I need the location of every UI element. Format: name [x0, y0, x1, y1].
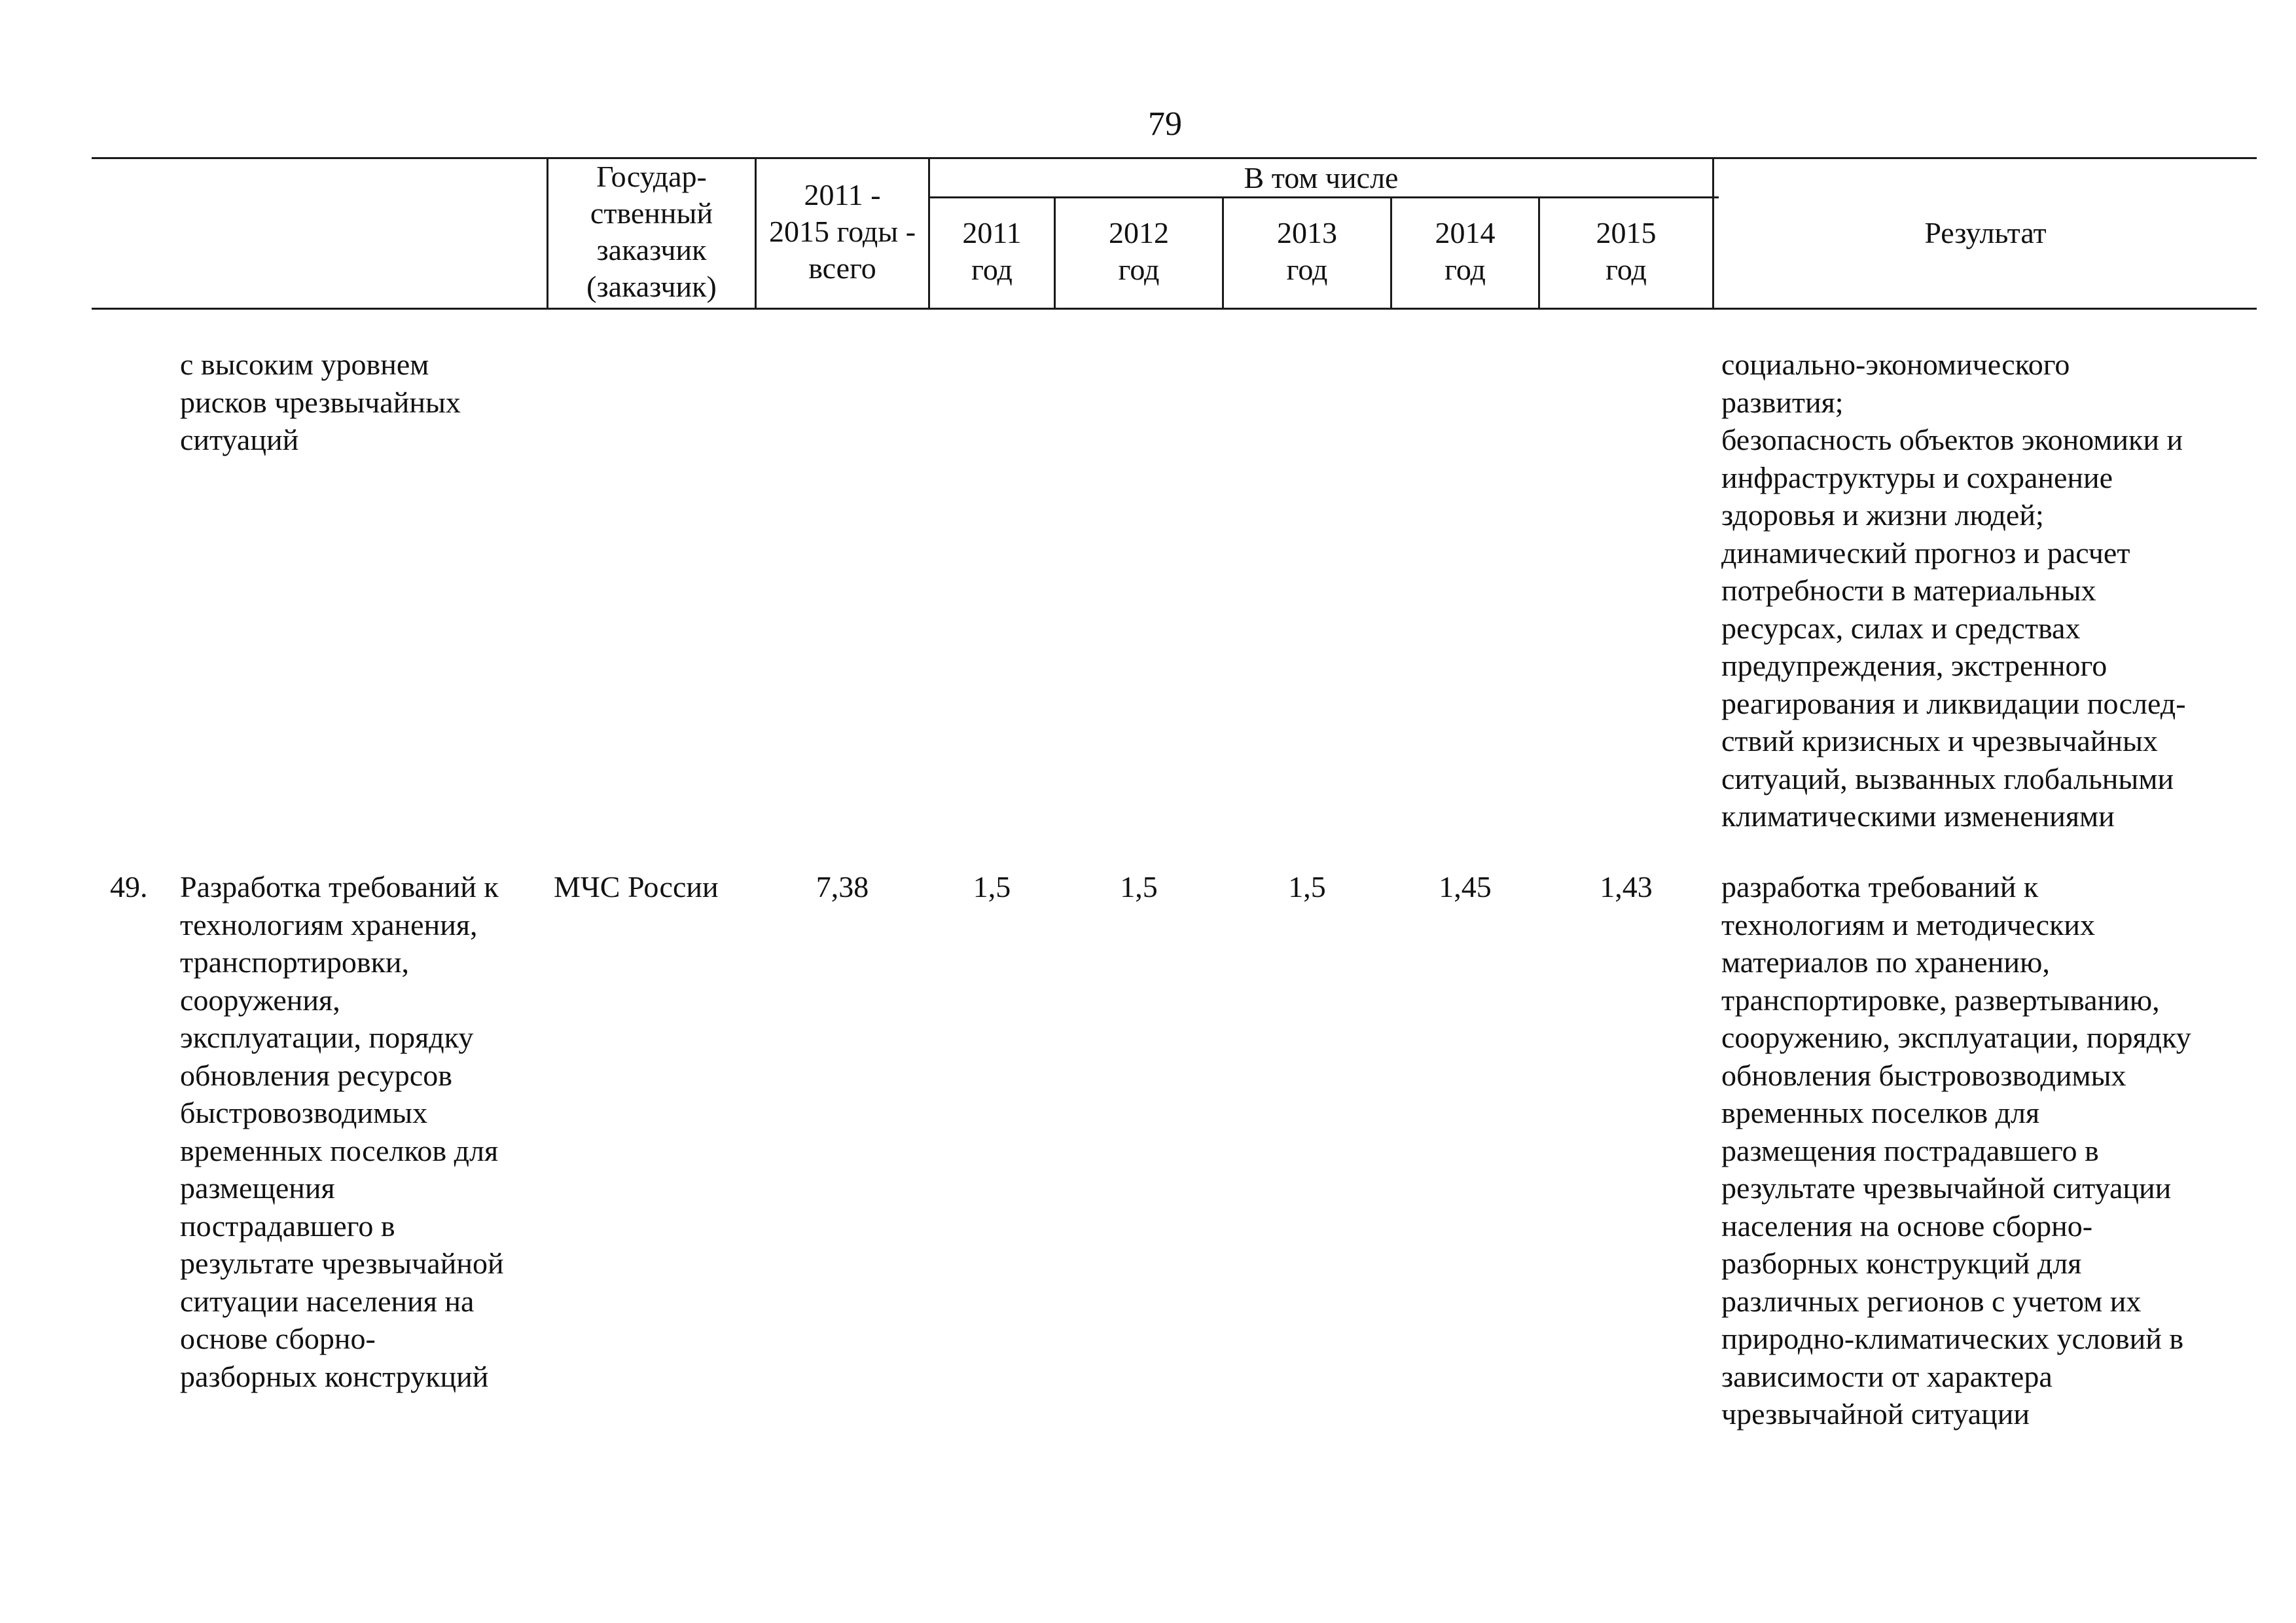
header-year-2011 — [930, 215, 1054, 288]
row-value-2014: 1,45 — [1439, 870, 1492, 903]
row-number: 49. — [110, 870, 148, 903]
row-total: 7,38 — [816, 870, 869, 903]
header-year-unit: год — [971, 253, 1013, 286]
header-top-rule — [92, 157, 2257, 159]
header-year-2015 — [1540, 215, 1712, 288]
row-result: разработка требований к технологиям и методических материалов по хранению, транспортировке, развертыванию, сооружению, эксплуатации, порядку обновления быстровозводимых временных поселков для размещения пострадавшего в результате чрезвычайной ситуации населения на основе сборно- разборных конструкций для различных регионов с учетом их природно-климатических условий в зависимости от характера чрезвычайной ситуации — [1721, 870, 2191, 1431]
header-year-2013 — [1224, 215, 1390, 288]
header-total: 2011 - 2015 годы - всего — [768, 178, 916, 285]
header-customer: Государ- ственный заказчик (заказчик) — [586, 160, 717, 303]
header-bottom-rule — [92, 308, 2257, 310]
row-value-2015: 1,43 — [1600, 870, 1653, 903]
header-year-2012 — [1056, 215, 1222, 288]
header-year-unit: год — [1605, 253, 1647, 286]
header-year-label: 2011 — [962, 216, 1022, 249]
header-year-label: 2012 — [1109, 216, 1169, 249]
header-including: В том числе — [1244, 161, 1399, 194]
header-year-unit: год — [1444, 253, 1486, 286]
continuation-result: социально-экономического развития; безопасность объектов экономики и инфраструктуры и сохранение здоровья и жизни людей; динамический прогноз и расчет потребности в материальных ресурсах, силах и средствах предупреждения, экстренного реагирования и ликвидации послед- ствий кризисных и чрезвычайных ситуаций, вызванных глобальными климатическими изменениями — [1721, 348, 2186, 833]
header-year-2014 — [1392, 215, 1538, 288]
row-value-2013: 1,5 — [1288, 870, 1326, 903]
header-result: Результат — [1924, 216, 2047, 249]
header-subdivider-rule — [928, 196, 1719, 198]
header-year-label: 2015 — [1596, 216, 1657, 249]
page-number: 79 — [1148, 105, 1182, 143]
row-customer: МЧС России — [554, 870, 719, 903]
header-year-label: 2014 — [1435, 216, 1496, 249]
header-year-label: 2013 — [1277, 216, 1337, 249]
header-year-unit: год — [1286, 253, 1328, 286]
continuation-name: с высоким уровнем рисков чрезвычайных ситуаций — [180, 348, 461, 456]
row-value-2011: 1,5 — [973, 870, 1011, 903]
header-year-unit: год — [1118, 253, 1160, 286]
row-value-2012: 1,5 — [1120, 870, 1158, 903]
row-name: Разработка требований к технологиям хранения, транспортировки, сооружения, эксплуатации, порядку обновления ресурсов быстровозводимых временных поселков для размещения пострадавшего в результате чрезвычайной ситуации населения на основе сборно- разборных конструкций — [180, 870, 504, 1393]
